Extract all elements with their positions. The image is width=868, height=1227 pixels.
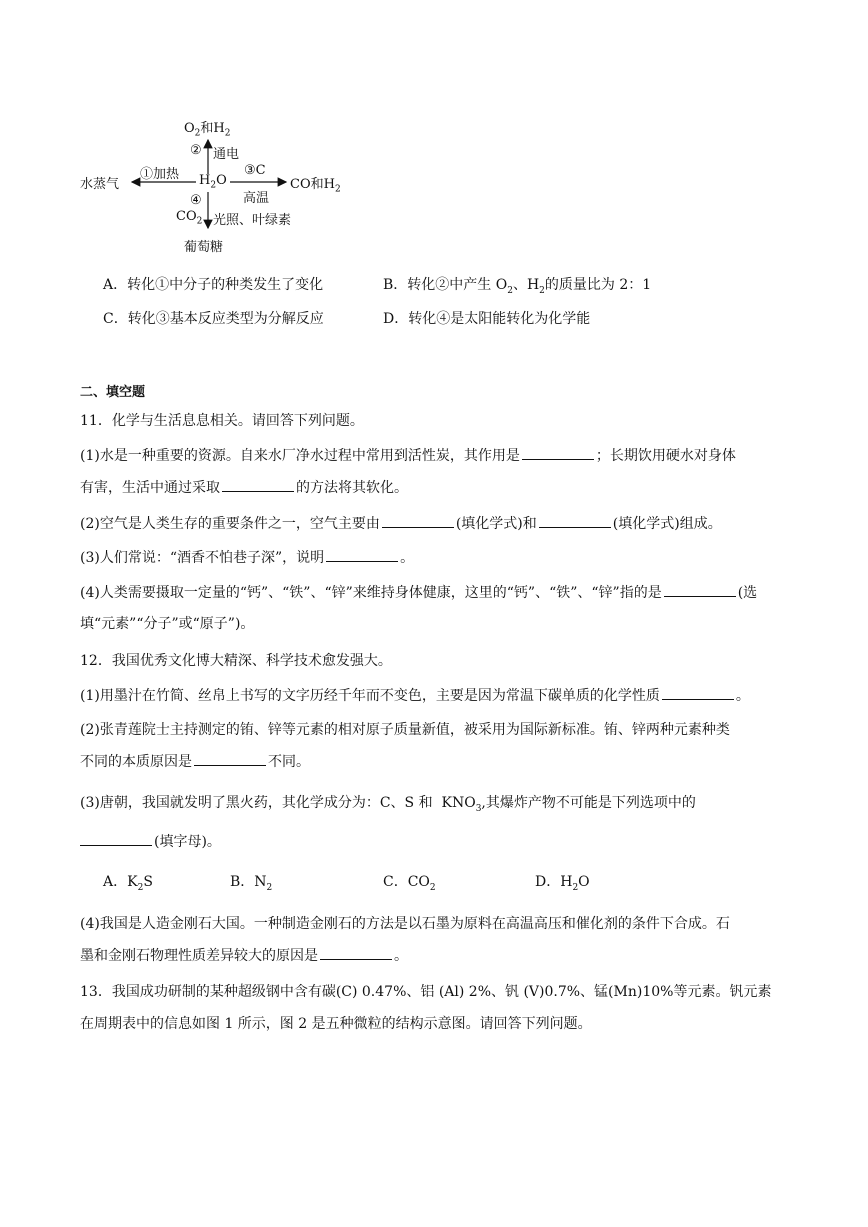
answer-blank[interactable] — [222, 490, 294, 492]
q10-option-b: B．转化②中产生 $O_2$、$H_2$的质量比为 2：1 — [383, 277, 652, 296]
q10-option-d: D．转化④是太阳能转化为化学能 — [383, 311, 591, 327]
q12-part3-line1: (3)唐朝，我国就发明了黑火药，其化学成分为：C、S 和 $KNO_3$,其爆炸产物不可能是下列选项中的 — [80, 795, 696, 814]
center-compound: $H_2O$ — [199, 173, 227, 191]
q13-line2: 在周期表中的信息如图 1 所示，图 2 是五种微粒的结构示意图。请回答下列问题。 — [80, 1016, 592, 1032]
q11-stem: 11．化学与生活息息相关。请回答下列问题。 — [80, 413, 364, 429]
top-product: $O_2$和$H_2$ — [184, 121, 231, 139]
answer-blank[interactable] — [326, 560, 398, 562]
q13-line1: 13．我国成功研制的某种超级钢中含有碳(C) 0.47%、铝 (Al) 2%、钒 (V)0.7%、锰(Mn)10%等元素。钒元素 — [80, 984, 772, 1000]
step4-condition: 光照、叶绿素 — [213, 213, 292, 228]
q11-part1-line2: 有害，生活中通过采取 的方法将其软化。 — [80, 480, 408, 496]
q11-part4-line2: 填“元素”“分子”或“原子”)。 — [80, 616, 255, 632]
answer-blank[interactable] — [194, 764, 266, 766]
section-title: 二、填空题 — [80, 385, 146, 400]
answer-blank[interactable] — [80, 844, 152, 846]
step4-reactant: $CO_2$ — [176, 209, 203, 227]
step3-condition: 高温 — [243, 191, 270, 206]
bottom-product: 葡萄糖 — [184, 240, 224, 255]
q12-part4-line1: (4)我国是人造金刚石大国。一种制造金刚石的方法是以石墨为原料在高温高压和催化剂的条件下合成。石 — [80, 916, 730, 932]
q12-part2-line1: (2)张青莲院士主持测定的铕、锌等元素的相对原子质量新值，被采用为国际新标准。铕、锌两种元素种类 — [80, 722, 730, 738]
step3-label: ③C — [244, 163, 266, 178]
q12-part4-line2: 墨和金刚石物理性质差异较大的原因是 。 — [80, 948, 408, 964]
answer-blank[interactable] — [664, 595, 736, 597]
step4-label: ④ — [190, 193, 202, 208]
q12-option-d: D．$H_2O$ — [535, 874, 590, 893]
q12-option-b: B．$N_2$ — [230, 874, 273, 893]
q12-stem: 12．我国优秀文化博大精深、科学技术愈发强大。 — [80, 653, 392, 669]
q10-option-c: C．转化③基本反应类型为分解反应 — [103, 311, 324, 327]
q10-option-a: A．转化①中分子的种类发生了变化 — [103, 277, 324, 293]
q11-part2: (2)空气是人类生存的重要条件之一，空气主要由 (填化学式)和 (填化学式)组成。 — [80, 516, 722, 532]
diagram-arrows — [0, 0, 868, 260]
q12-option-c: C．$CO_2$ — [383, 874, 436, 893]
step2-label: ② — [190, 143, 202, 158]
q12-part3-line2: (填字母)。 — [80, 831, 221, 851]
q11-part4-line1: (4)人类需要摄取一定量的“钙”、“铁”、“锌”来维持身体健康，这里的“钙”、“铁”、“锌”指的是 (选 — [80, 585, 758, 601]
answer-blank[interactable] — [539, 526, 611, 528]
left-product: 水蒸气 — [80, 177, 120, 192]
answer-blank[interactable] — [382, 526, 454, 528]
q12-option-a: A．$K_2S$ — [103, 874, 153, 893]
right-product: CO和$H_2$ — [290, 177, 341, 195]
step1-label: ①加热 — [140, 167, 180, 182]
answer-blank[interactable] — [662, 698, 734, 700]
answer-blank[interactable] — [522, 458, 594, 460]
q12-part1: (1)用墨汁在竹简、丝帛上书写的文字历经千年而不变色，主要是因为常温下碳单质的化学性质 。 — [80, 688, 750, 704]
q11-part1-line1: (1)水是一种重要的资源。自来水厂净水过程中常用到活性炭，其作用是 ；长期饮用硬水对身体 — [80, 448, 736, 464]
answer-blank[interactable] — [320, 958, 392, 960]
q11-part3: (3)人们常说：“酒香不怕巷子深”，说明 。 — [80, 550, 415, 566]
step2-condition: 通电 — [213, 147, 240, 162]
q12-part2-line2: 不同的本质原因是 不同。 — [80, 754, 310, 770]
